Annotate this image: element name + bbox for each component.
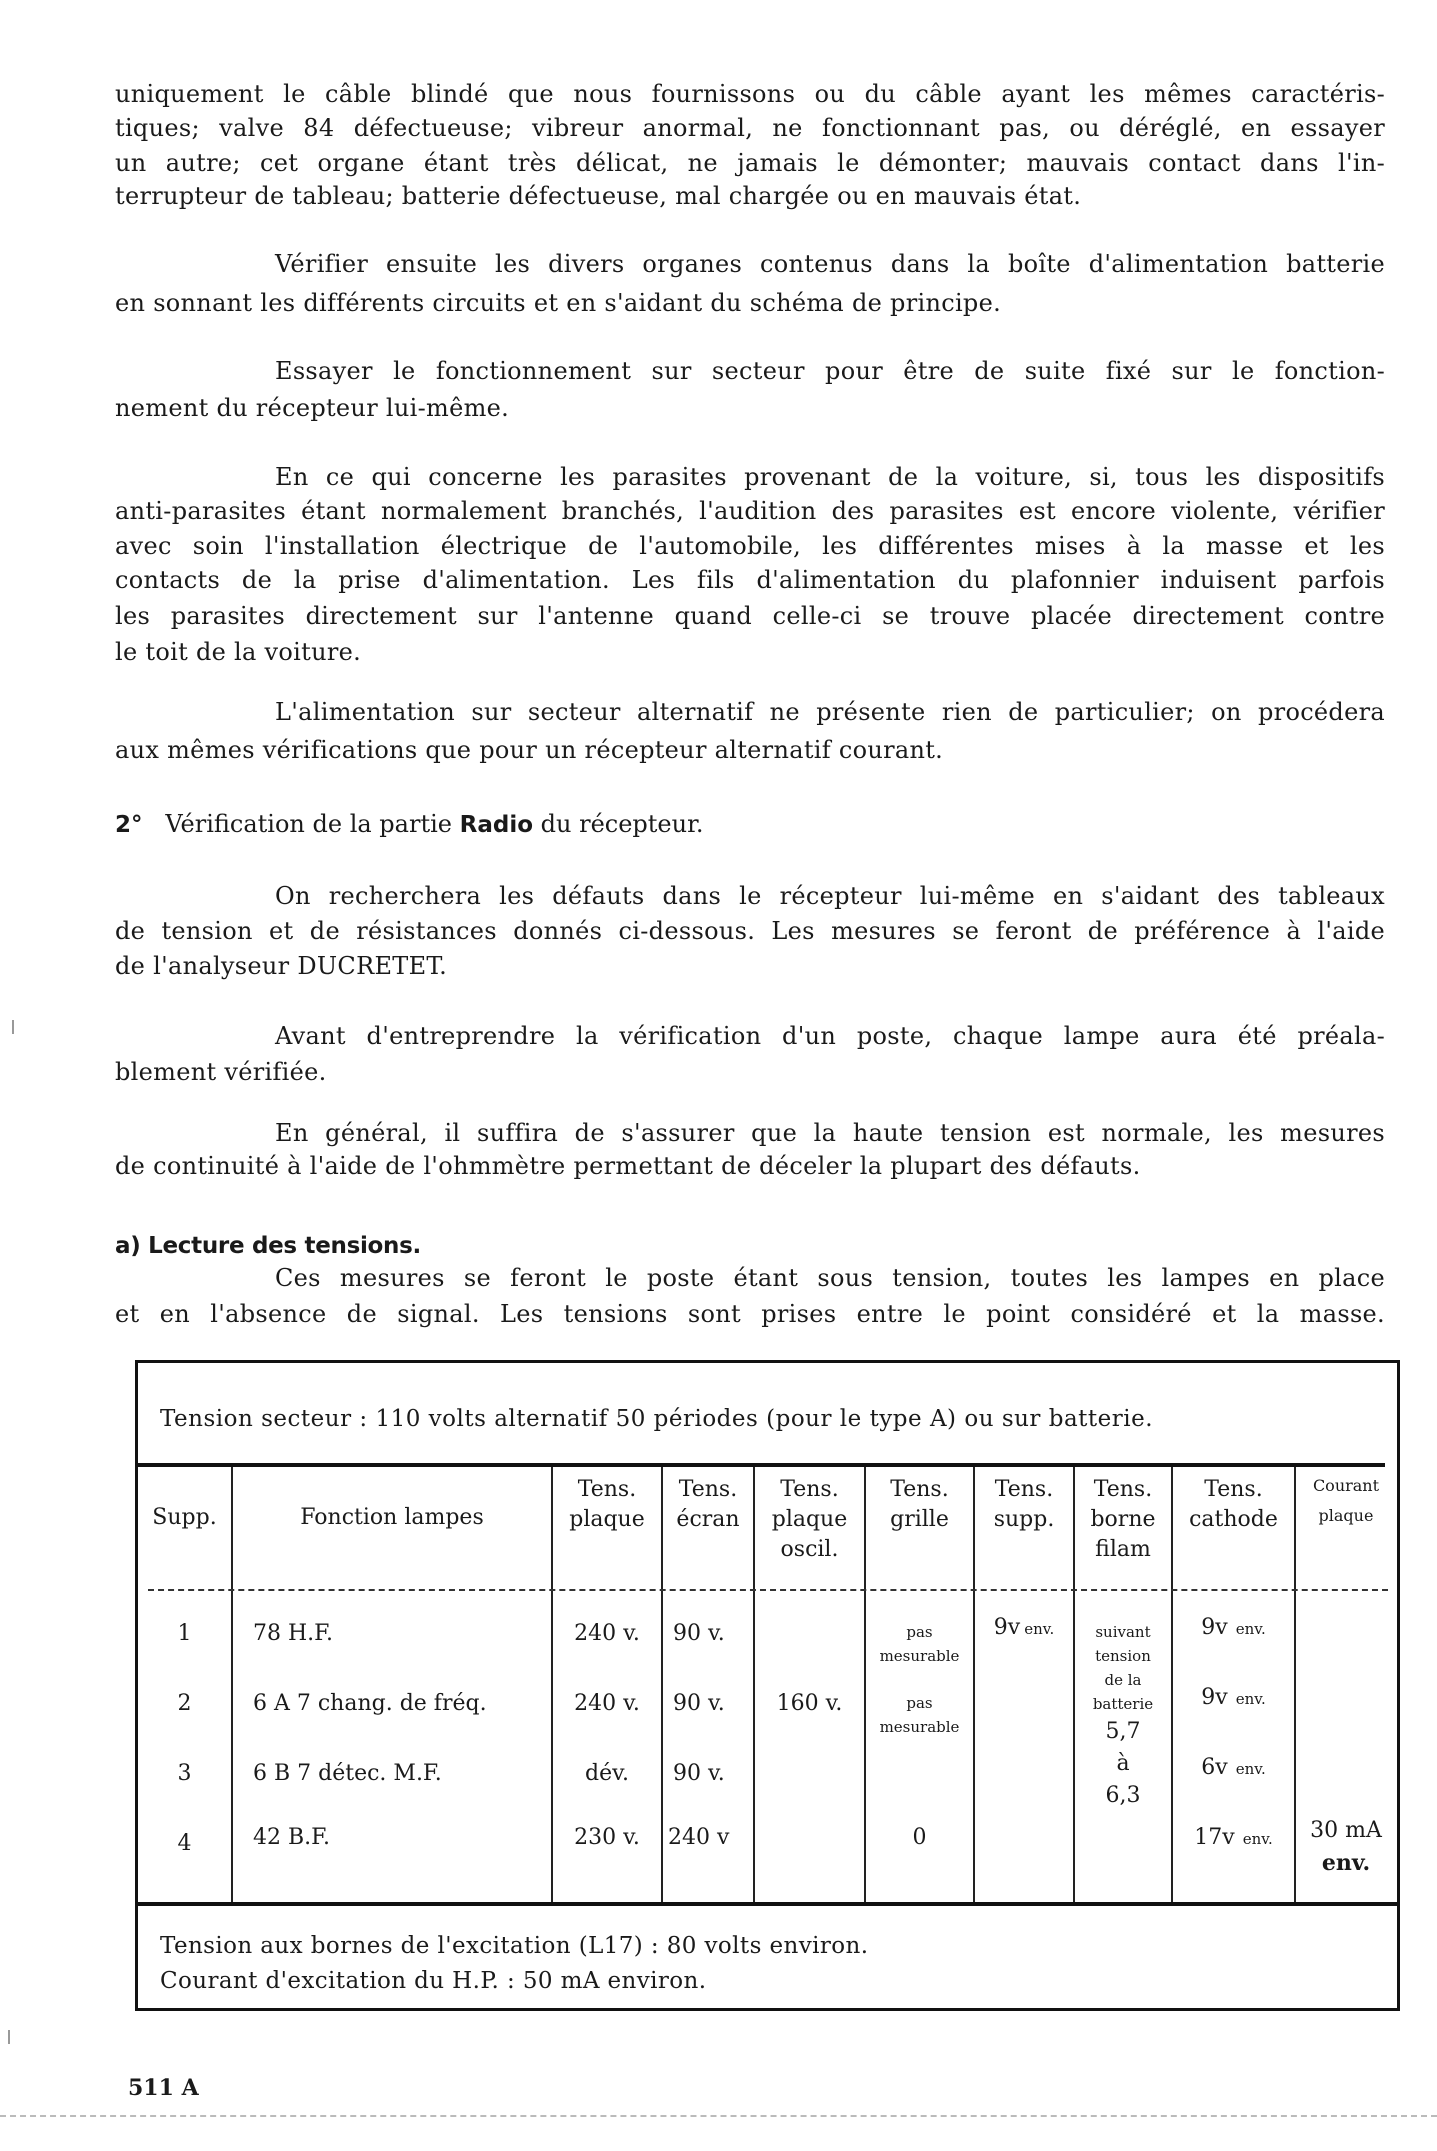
subheading-lecture-tensions: a) Lecture des tensions.	[115, 1233, 421, 1259]
row3-plaque: dév.	[585, 1761, 629, 1786]
paragraph-9-line-2: et en l'absence de signal. Les tensions sont prises entre le point considéré et la masse.	[115, 1300, 1385, 1328]
row3-cathode: 6v env.	[1201, 1755, 1266, 1780]
paragraph-1-line-2: tiques; valve 84 défectueuse; vibreur anormal, ne fonctionnant pas, ou déréglé, en essayer	[115, 114, 1385, 142]
row3-fonction: 6 B 7 détec. M.F.	[253, 1761, 442, 1786]
section-text-before: Vérification de la partie	[165, 810, 452, 838]
paragraph-7-line-2: blement vérifiée.	[115, 1058, 327, 1086]
voltage-table	[135, 1360, 1400, 2011]
row4-plaque: 230 v.	[574, 1825, 640, 1850]
header-tens-ecran: Tens. écran	[676, 1477, 740, 1532]
paragraph-6-line-1: On recherchera les défauts dans le récepteur lui-même en s'aidant des tableaux	[275, 882, 1385, 910]
row4-courant-plaque: 30 mA env.	[1310, 1818, 1382, 1876]
section-number: 2°	[115, 812, 143, 838]
header-tens-plaque-oscil: Tens. plaque oscil.	[771, 1477, 848, 1562]
scan-artifact-line	[0, 2115, 1437, 2117]
paragraph-5-line-2: aux mêmes vérifications que pour un récepteur alternatif courant.	[115, 736, 944, 764]
header-tens-cathode: Tens. cathode	[1189, 1477, 1278, 1532]
row1-tens-supp: 9v env.	[993, 1615, 1055, 1640]
paragraph-8-line-1: En général, il suffira de s'assurer que la haute tension est normale, les mesures	[275, 1119, 1385, 1147]
row1-ecran: 90 v.	[673, 1621, 725, 1646]
table-notes-rule	[138, 1902, 1397, 1906]
header-supp: Supp.	[152, 1505, 217, 1530]
row2-fonction: 6 A 7 chang. de fréq.	[253, 1691, 487, 1716]
row3-supp: 3	[177, 1761, 192, 1786]
paragraph-5-line-1: L'alimentation sur secteur alternatif ne présente rien de particulier; on procédera	[275, 698, 1385, 726]
table-title: Tension secteur : 110 volts alternatif 50 périodes (pour le type A) ou sur batterie.	[160, 1406, 1154, 1432]
row4-fonction: 42 B.F.	[253, 1825, 330, 1850]
filament-note: suivant tension de la batterie	[1092, 1623, 1154, 1713]
table-title-rule	[138, 1463, 1385, 1467]
section-text-after: du récepteur.	[540, 810, 704, 838]
paragraph-1-line-4: terrupteur de tableau; batterie défectueuse, mal chargée ou en mauvais état.	[115, 182, 1082, 210]
paragraph-3-line-1: Essayer le fonctionnement sur secteur pour être de suite fixé sur le fonction-	[275, 357, 1385, 385]
header-courant-plaque: Courant plaque	[1312, 1476, 1380, 1525]
section-heading	[115, 810, 704, 838]
row1-fonction: 78 H.F.	[253, 1621, 333, 1646]
paragraph-4-line-5: les parasites directement sur l'antenne quand celle-ci se trouve placée directement contre	[115, 602, 1385, 630]
header-fonction: Fonction lampes	[300, 1505, 484, 1530]
filament-range: 5,7 à 6,3	[1105, 1719, 1141, 1808]
row2-cathode: 9v env.	[1201, 1685, 1266, 1710]
paragraph-1-line-1: uniquement le câble blindé que nous fournissons ou du câble ayant les mêmes caractéris-	[115, 80, 1385, 108]
header-dashed-separator	[148, 1589, 1388, 1591]
header-tens-supp: Tens. supp.	[993, 1477, 1055, 1532]
section-bold-word: Radio	[459, 812, 534, 838]
row1-grille: pas mesurable	[879, 1623, 960, 1665]
row2-ecran: 90 v.	[673, 1691, 725, 1716]
row2-plaque: 240 v.	[574, 1691, 640, 1716]
table-note-2: Courant d'excitation du H.P. : 50 mA environ.	[160, 1968, 707, 1994]
row2-oscil: 160 v.	[776, 1691, 843, 1716]
paragraph-8-line-2: de continuité à l'aide de l'ohmmètre permettant de déceler la plupart des défauts.	[115, 1152, 1141, 1180]
paragraph-1-line-3: un autre; cet organe étant très délicat, ne jamais le démonter; mauvais contact dans l'in-	[115, 149, 1385, 177]
paragraph-6-line-3: de l'analyseur DUCRETET.	[115, 952, 448, 980]
row1-supp: 1	[177, 1621, 192, 1646]
paragraph-4-line-3: avec soin l'installation électrique de l'automobile, les différentes mises à la masse et les	[115, 532, 1385, 560]
table-note-1: Tension aux bornes de l'excitation (L17) : 80 volts environ.	[160, 1933, 869, 1959]
paragraph-4-line-2: anti-parasites étant normalement branchés, l'audition des parasites est encore violente, vérifier	[115, 497, 1385, 525]
paragraph-9-line-1: Ces mesures se feront le poste étant sous tension, toutes les lampes en place	[275, 1264, 1385, 1292]
row2-supp: 2	[177, 1691, 192, 1716]
paragraph-6-line-2: de tension et de résistances donnés ci-dessous. Les mesures se feront de préférence à l'aide	[115, 917, 1385, 945]
header-tens-borne-filam: Tens. borne filam	[1090, 1477, 1156, 1562]
paragraph-2-line-1: Vérifier ensuite les divers organes contenus dans la boîte d'alimentation batterie	[275, 250, 1385, 278]
paragraph-2-line-2: en sonnant les différents circuits et en s'aidant du schéma de principe.	[115, 289, 1002, 317]
page-number: 511 A	[128, 2075, 199, 2101]
row2-grille: pas mesurable	[879, 1694, 960, 1736]
header-tens-grille: Tens. grille	[890, 1477, 949, 1532]
margin-mark	[8, 2030, 10, 2044]
row1-cathode: 9v env.	[1201, 1615, 1266, 1640]
margin-mark	[12, 1020, 14, 1034]
header-tens-plaque: Tens. plaque	[569, 1477, 645, 1532]
row4-supp: 4	[177, 1831, 192, 1856]
row3-ecran: 90 v.	[673, 1761, 725, 1786]
paragraph-3-line-2: nement du récepteur lui-même.	[115, 394, 510, 422]
row4-ecran: 240 v	[668, 1825, 730, 1850]
paragraph-7-line-1: Avant d'entreprendre la vérification d'un poste, chaque lampe aura été préala-	[275, 1022, 1385, 1050]
row4-cathode: 17v env.	[1194, 1825, 1273, 1850]
paragraph-4-line-4: contacts de la prise d'alimentation. Les fils d'alimentation du plafonnier induisent parfois	[115, 566, 1385, 594]
paragraph-4-line-1: En ce qui concerne les parasites provenant de la voiture, si, tous les dispositifs	[275, 463, 1385, 491]
paragraph-4-line-6: le toit de la voiture.	[115, 638, 362, 666]
row4-grille: 0	[912, 1825, 927, 1850]
row1-plaque: 240 v.	[574, 1621, 640, 1646]
